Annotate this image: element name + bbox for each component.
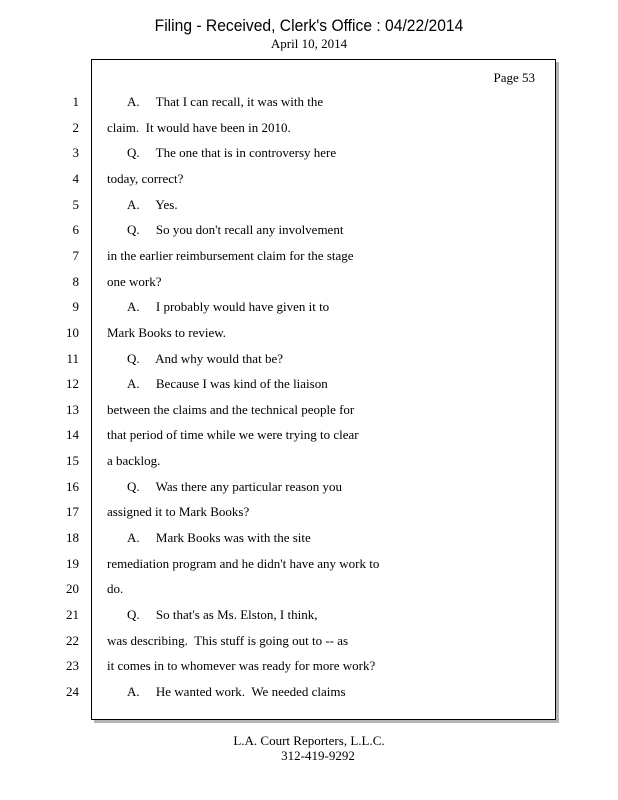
line-number: 2 bbox=[72, 120, 79, 135]
line-number: 5 bbox=[72, 197, 79, 212]
line-number: 16 bbox=[66, 479, 79, 494]
transcript-line: it comes in to whomever was ready for more work? bbox=[107, 658, 376, 673]
line-number: 8 bbox=[72, 274, 79, 289]
transcript-line: in the earlier reimbursement claim for the stage bbox=[107, 248, 354, 263]
transcript-date: April 10, 2014 bbox=[270, 36, 348, 51]
transcript-line: Q. The one that is in controversy here bbox=[127, 145, 337, 160]
line-number: 11 bbox=[66, 351, 79, 366]
line-number: 20 bbox=[66, 581, 79, 596]
transcript-line: do. bbox=[107, 581, 124, 596]
line-number: 18 bbox=[66, 530, 79, 545]
transcript-line: A. He wanted work. We needed claims bbox=[127, 684, 346, 699]
transcript-line: that period of time while we were trying to clear bbox=[107, 427, 359, 442]
reporter-company: L.A. Court Reporters, L.L.C. bbox=[233, 733, 385, 748]
line-number: 3 bbox=[72, 145, 79, 160]
transcript-line: a backlog. bbox=[107, 453, 161, 468]
transcript-line: was describing. This stuff is going out to -- as bbox=[107, 633, 349, 648]
line-number: 9 bbox=[72, 299, 79, 314]
transcript-line: Q. So that's as Ms. Elston, I think, bbox=[127, 607, 318, 622]
line-number: 22 bbox=[66, 633, 79, 648]
transcript-line: claim. It would have been in 2010. bbox=[107, 120, 291, 135]
filing-stamp: Filing - Received, Clerk's Office : 04/22/2014 bbox=[154, 16, 464, 35]
line-number: 14 bbox=[66, 427, 79, 442]
line-number: 15 bbox=[66, 453, 79, 468]
transcript-line: between the claims and the technical people for bbox=[107, 402, 355, 417]
line-number: 1 bbox=[72, 94, 79, 109]
transcript-line: A. Yes. bbox=[127, 197, 178, 212]
line-number: 13 bbox=[66, 402, 79, 417]
line-number: 4 bbox=[72, 171, 79, 186]
transcript-line: Mark Books to review. bbox=[107, 325, 227, 340]
transcript-line: Q. And why would that be? bbox=[127, 351, 283, 366]
line-number: 17 bbox=[66, 504, 79, 519]
line-number: 6 bbox=[72, 222, 79, 237]
transcript-line: one work? bbox=[107, 274, 162, 289]
transcript-line: today, correct? bbox=[107, 171, 184, 186]
line-number: 7 bbox=[72, 248, 79, 263]
line-number: 19 bbox=[66, 556, 79, 571]
transcript-line: remediation program and he didn't have any work to bbox=[107, 556, 380, 571]
line-number: 10 bbox=[66, 325, 79, 340]
page-number: Page 53 bbox=[493, 70, 535, 85]
line-number: 21 bbox=[66, 607, 79, 622]
transcript-line: Q. So you don't recall any involvement bbox=[127, 222, 344, 237]
transcript-line: A. I probably would have given it to bbox=[127, 299, 330, 314]
transcript-line: assigned it to Mark Books? bbox=[107, 504, 250, 519]
line-number: 24 bbox=[66, 684, 79, 699]
line-number: 23 bbox=[66, 658, 79, 673]
line-number: 12 bbox=[66, 376, 79, 391]
reporter-phone: 312-419-9292 bbox=[281, 748, 355, 763]
transcript-line: A. Because I was kind of the liaison bbox=[127, 376, 328, 391]
transcript-line: A. That I can recall, it was with the bbox=[127, 94, 324, 109]
transcript-line: A. Mark Books was with the site bbox=[127, 530, 311, 545]
transcript-line: Q. Was there any particular reason you bbox=[127, 479, 342, 494]
